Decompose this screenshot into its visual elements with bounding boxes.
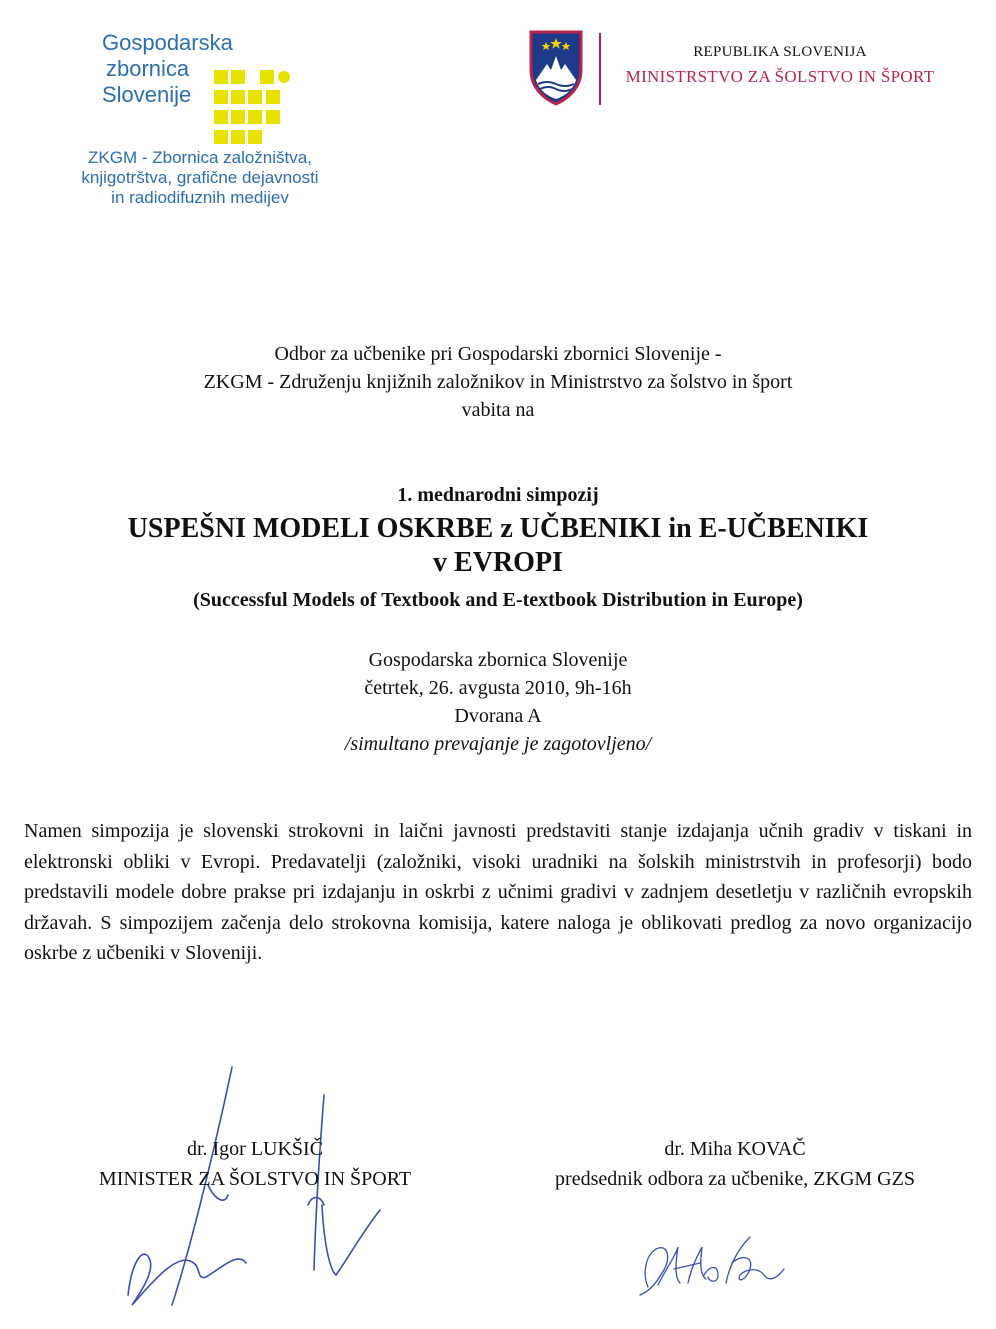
title-line: v EVROPI bbox=[433, 547, 563, 578]
zkgm-line: ZKGM - Zbornica založništva, bbox=[88, 148, 312, 167]
signature-right-drawing bbox=[628, 1225, 798, 1310]
symposium-title bbox=[0, 512, 996, 580]
slovenia-coat-of-arms-icon bbox=[527, 30, 585, 106]
intro-line: ZKGM - Združenju knjižnih založnikov in Ministrstvo za šolstvo in šport bbox=[203, 371, 793, 393]
signatory-right-title: predsednik odbora za učbenike, ZKGM GZS bbox=[555, 1168, 915, 1190]
signatory-right bbox=[500, 1134, 970, 1194]
gzs-name-line: Gospodarska bbox=[102, 30, 233, 55]
gzs-name bbox=[96, 30, 233, 108]
signatory-left-name: dr. Igor LUKŠIČ bbox=[186, 1138, 324, 1160]
gzs-logo bbox=[96, 30, 356, 135]
ministry-name: MINISTRSTVO ZA ŠOLSTVO IN ŠPORT bbox=[625, 67, 935, 86]
signatory-right-name: dr. Miha KOVAČ bbox=[664, 1138, 806, 1160]
intro-line: Odbor za učbenike pri Gospodarski zbornici Slovenije - bbox=[274, 343, 722, 365]
signatory-left-title: MINISTER ZA ŠOLSTVO IN ŠPORT bbox=[98, 1168, 412, 1190]
republic-name: REPUBLIKA SLOVENIJA bbox=[693, 44, 867, 60]
gzs-squares-icon bbox=[214, 66, 304, 158]
gzs-name-line: Slovenije bbox=[102, 82, 192, 107]
zkgm-line: knjigotrštva, grafične dejavnosti bbox=[81, 168, 319, 187]
zkgm-line: in radiodifuznih medijev bbox=[111, 188, 289, 207]
intro-block bbox=[0, 340, 996, 424]
signatory-left bbox=[40, 1134, 470, 1194]
intro-line: vabita na bbox=[461, 399, 535, 421]
header-divider bbox=[599, 33, 601, 105]
venue-note: /simultano prevajanje je zagotovljeno/ bbox=[344, 733, 652, 755]
venue-datetime: četrtek, 26. avgusta 2010, 9h-16h bbox=[364, 677, 632, 699]
venue-hall: Dvorana A bbox=[454, 705, 542, 727]
title-line: USPEŠNI MODELI OSKRBE z UČBENIKI in E-UČBENIKI bbox=[127, 513, 869, 544]
gzs-name-line: zbornica bbox=[106, 56, 190, 81]
body-paragraph: Namen simpozija je slovenski strokovni in laični javnosti predstaviti stanje izdajanja učnih gradiv v tiskani in elektronski obliki v Evropi. Predavatelji (založniki, visoki uradniki na šolskih ministrstvih in profesorji) bodo predstavili modele dobre prakse pri izdajanju in oskrbi z učnimi gradivi v zadnjem desetletju v različnih evropskih državah. S simpozijem začenja delo strokovna komisija, katere naloga je oblikovati predlog za novo organizacijo oskrbe z učbeniki v Sloveniji. bbox=[24, 820, 972, 964]
venue-block bbox=[0, 646, 996, 758]
venue-place: Gospodarska zbornica Slovenije bbox=[368, 649, 628, 671]
symposium-subtitle: (Successful Models of Textbook and E-textbook Distribution in Europe) bbox=[193, 589, 803, 611]
zkgm-name bbox=[40, 148, 360, 208]
symposium-number: 1. mednarodni simpozij bbox=[397, 484, 599, 506]
